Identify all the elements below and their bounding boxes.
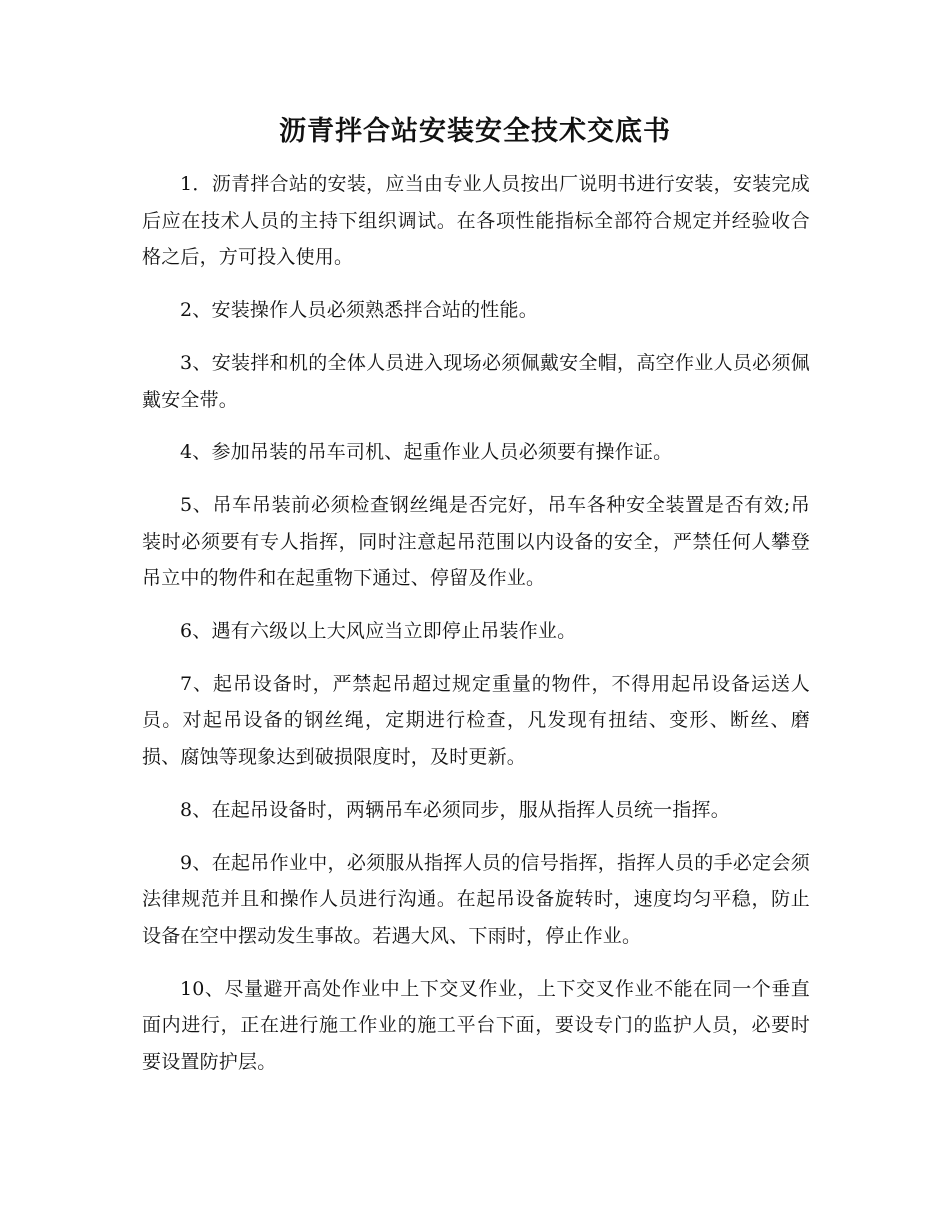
paragraph-10: 10、尽量避开高处作业中上下交叉作业，上下交叉作业不能在同一个垂直面内进行，正在进行施工作业的施工平台下面，要设专门的监护人员，必要时要设置防护层。 xyxy=(142,977,810,1074)
document-title: 沥青拌合站安装安全技术交底书 xyxy=(279,116,671,147)
paragraph-8: 8、在起吊设备时，两辆吊车必须同步，服从指挥人员统一指挥。 xyxy=(180,798,730,821)
paragraph-1: 1．沥青拌合站的安装，应当由专业人员按出厂说明书进行安装，安装完成后应在技术人员的主持下组织调试。在各项性能指标全部符合规定并经验收合格之后，方可投入使用。 xyxy=(142,173,810,269)
paragraph-5: 5、吊车吊装前必须检查钢丝绳是否完好，吊车各种安全装置是否有效;吊装时必须要有专人指挥，同时注意起吊范围以内设备的安全，严禁任何人攀登吊立中的物件和在起重物下通过、停留及作业。 xyxy=(142,493,810,590)
paragraph-2: 2、安装操作人员必须熟悉拌合站的性能。 xyxy=(180,299,538,322)
paragraph-7: 7、起吊设备时，严禁起吊超过规定重量的物件，不得用起吊设备运送人员。对起吊设备的钢丝绳，定期进行检查，凡发现有扭结、变形、断丝、磨损、腐蚀等现象达到破损限度时，及时更新。 xyxy=(142,672,810,769)
paragraph-9: 9、在起吊作业中，必须服从指挥人员的信号指挥，指挥人员的手必定会须法律规范并且和操作人员进行沟通。在起吊设备旋转时，速度均匀平稳，防止设备在空中摆动发生事故。若遇大风、下雨时，停止作业。 xyxy=(142,851,810,947)
document-body xyxy=(142,166,810,1097)
paragraph-4: 4、参加吊装的吊车司机、起重作业人员必须要有操作证。 xyxy=(180,441,673,464)
paragraph-6: 6、遇有六级以上大风应当立即停止吊装作业。 xyxy=(180,620,577,643)
paragraph-3: 3、安装拌和机的全体人员进入现场必须佩戴安全帽，高空作业人员必须佩戴安全带。 xyxy=(142,351,810,411)
